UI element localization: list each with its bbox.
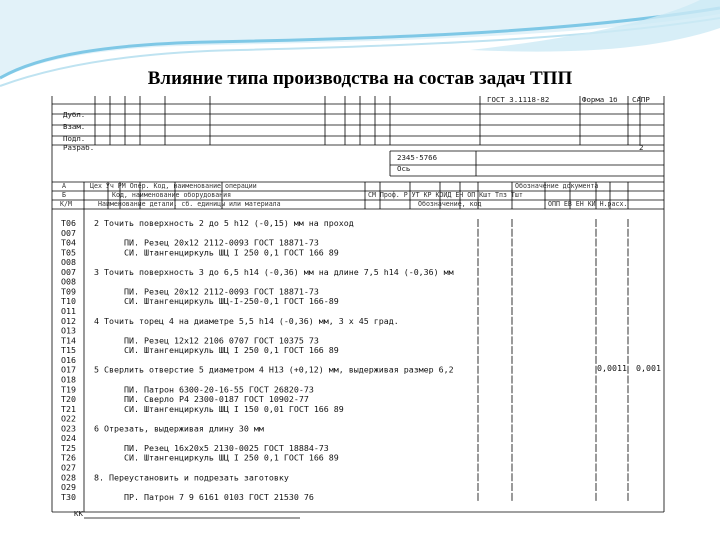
- right-values: [597, 363, 661, 373]
- row-number: Т25: [61, 442, 76, 453]
- tool-text: ПР. Патрон 7 9 6161 0103 ГОСТ 21530 76: [124, 491, 314, 502]
- row-number: О18: [61, 374, 76, 385]
- header-row-1-text: Цех Уч РМ Опер. Код, наименование операции: [90, 182, 257, 190]
- operation-rows: [61, 218, 628, 502]
- row-number: О08: [61, 276, 76, 287]
- header-row-3-middle: Обозначение, код: [418, 200, 482, 208]
- row-number: Т20: [61, 394, 76, 405]
- left-label-3: Подл.: [63, 134, 86, 143]
- row-number: Т09: [61, 286, 76, 297]
- row-number: О13: [61, 325, 76, 336]
- operation-text: 3 Точить поверхность 3 до 6,5 h14 (-0,36) мм на длине 7,5 h14 (-0,36) мм: [94, 266, 454, 277]
- sheet-number: 2: [639, 143, 644, 152]
- column-header-rows: [60, 182, 627, 208]
- header-row-3-prefix: К/М: [60, 200, 72, 208]
- row-number: Т05: [61, 247, 76, 258]
- row-number: О27: [61, 462, 76, 473]
- row-number: Т30: [61, 491, 76, 502]
- header-row-3-text: Наименование детали, сб. единицы или материала: [98, 200, 281, 208]
- tool-text: СИ. Штангенциркуль ШЦ I 250 0,1 ГОСТ 166 89: [124, 452, 339, 463]
- operation-text: 5 Сверлить отверстие 5 диаметром 4 Н13 (+0,12) мм, выдерживая размер 6,2: [94, 364, 454, 375]
- tool-text: ПИ. Резец 12х12 2106 0707 ГОСТ 10375 73: [124, 335, 319, 346]
- tool-text: СИ. Штангенциркуль ШЦ I 250 0,1 ГОСТ 166 89: [124, 247, 339, 258]
- row-number: О28: [61, 472, 76, 483]
- row-number: О16: [61, 354, 76, 365]
- row-number: Т26: [61, 452, 76, 463]
- operation-text: 6 Отрезать, выдерживая длину 30 мм: [94, 423, 264, 434]
- operation-text: 4 Точить торец 4 на диаметре 5,5 h14 (-0,36) мм, 3 х 45 град.: [94, 315, 399, 326]
- row-number: Т10: [61, 296, 76, 307]
- tool-text: ПИ. Резец 16х20х5 2130-0025 ГОСТ 18884-73: [124, 442, 329, 453]
- standard-label: ГОСТ 3.1118-82: [487, 95, 550, 104]
- row-number: Т04: [61, 237, 76, 248]
- row-number: О23: [61, 423, 76, 434]
- row-number: Т15: [61, 345, 76, 356]
- row-number: О11: [61, 306, 76, 317]
- value-b: 0,001: [636, 363, 661, 373]
- part-name: Ось: [397, 164, 411, 173]
- header-row-1-prefix: А: [62, 182, 66, 190]
- header-row-1-right: Обозначение документа: [515, 182, 599, 190]
- row-number: Т14: [61, 335, 76, 346]
- left-label-4: Разраб.: [63, 143, 95, 152]
- form-header: [63, 95, 650, 173]
- footer-label: КК: [74, 509, 83, 518]
- tool-text: СИ. Штангенциркуль ШЦ-I-250-0,1 ГОСТ 166-89: [124, 296, 339, 307]
- tool-text: ПИ. Сверло Р4 2300-0187 ГОСТ 10902-77: [124, 394, 309, 405]
- row-number: О07: [61, 266, 76, 277]
- slide-title: Влияние типа производства на состав задач ТПП: [147, 68, 573, 89]
- row-number: О17: [61, 364, 76, 375]
- row-number: Т21: [61, 403, 76, 414]
- header-row-2-text: Код, наименование оборудования: [112, 191, 232, 199]
- row-number: О08: [61, 257, 76, 268]
- row-number: О12: [61, 315, 76, 326]
- tool-text: СИ. Штангенциркуль ШЦ I 150 0,01 ГОСТ 166 89: [124, 403, 344, 414]
- row-number: Т19: [61, 384, 76, 395]
- code-label: САПР: [632, 95, 650, 104]
- row-number: О22: [61, 413, 76, 424]
- left-label-1: Дубл.: [63, 110, 86, 119]
- row-number: О07: [61, 227, 76, 238]
- operation-text: 8. Переустановить и подрезать заготовку: [94, 472, 289, 483]
- tool-text: ПИ. Патрон 6300-20-16-55 ГОСТ 26820-73: [124, 384, 314, 395]
- value-a: 0,0011: [597, 363, 627, 373]
- header-row-2-middle: СМ Проф. Р УТ КР КОИД ЕН ОП Кшт Тпз Тшт: [368, 191, 523, 199]
- row-number: Т06: [61, 218, 76, 228]
- part-code: 2345-5766: [397, 153, 438, 162]
- row-number: О24: [61, 433, 76, 444]
- form-label: Форма 1б: [582, 95, 618, 104]
- header-row-3-right: ОПП ЕВ ЕН КИ Н.расх.: [548, 200, 628, 208]
- tool-text: ПИ. Резец 20х12 2112-0093 ГОСТ 18871-73: [124, 286, 319, 297]
- tool-text: СИ. Штангенциркуль ШЦ I 250 0,1 ГОСТ 166 89: [124, 345, 339, 356]
- header-row-2-prefix: Б: [62, 191, 66, 199]
- left-label-2: Взам.: [63, 122, 86, 131]
- tool-text: ПИ. Резец 20х12 2112-0093 ГОСТ 18871-73: [124, 237, 319, 248]
- operation-text: 2 Точить поверхность 2 до 5 h12 (-0,15) мм на проход: [94, 218, 354, 228]
- row-number: О29: [61, 482, 76, 493]
